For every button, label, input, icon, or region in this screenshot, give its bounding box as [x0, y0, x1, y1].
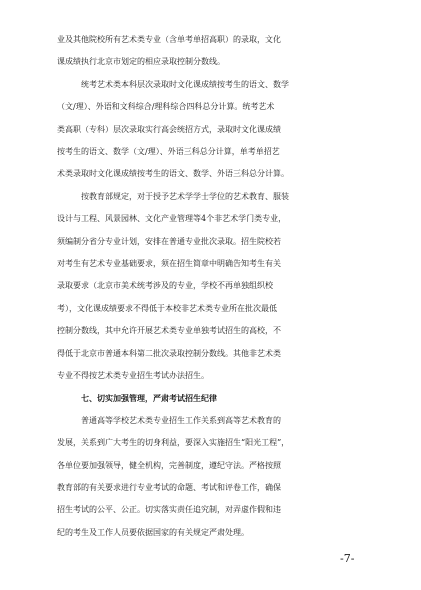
body-text-line: 教育部的有关要求进行专业考试的命题、考试和评卷工作，确保 — [57, 483, 281, 492]
body-text-line: 术类录取时文化课成绩按考生的语文、数学、外语三科总分计算。 — [57, 169, 289, 179]
body-text-line: 须编制分省分专业计划，安排在普通专业批次录取。招生院校若 — [57, 236, 281, 246]
body-text-line: 普通高等学校艺术类专业招生工作关系到高等艺术教育的 — [81, 415, 281, 425]
body-text-line: 专业不得按艺术类专业招生考试办法招生。 — [57, 371, 209, 380]
body-text-line: 得低于北京市普通本科第二批次录取控制分数线。其他非艺术类 — [57, 348, 281, 358]
body-text-line: 考），文化课成绩要求不得低于本校非艺术类专业所在批次最低 — [57, 303, 277, 313]
body-text-line: 对考生有艺术专业基础要求，须在招生简章中明确告知考生有关 — [57, 259, 281, 268]
body-text-line: 统考艺术类本科层次录取时文化课成绩按考生的语文、数学 — [81, 79, 289, 89]
body-text-line: 控制分数线，其中允许开展艺术类专业单独考试招生的高校，不 — [57, 326, 281, 336]
body-text-line: 业及其他院校所有艺术类专业（含单考单招高职）的录取，文化 — [57, 35, 281, 44]
body-text-line: 录取要求（北京市美术统考涉及的专业，学校不再单独组织校 — [57, 281, 273, 291]
body-text-line: 设计与工程、风景园林、文化产业管理等4个非艺术学门类专业， — [57, 214, 287, 224]
body-text-line: （文/理）、外语和文科综合/理科综合四科总分计算。统考艺术 — [57, 102, 275, 112]
body-text-line: 发展，关系到广大考生的切身利益，要深入实施招生“阳光工程”， — [57, 438, 290, 448]
body-text-line: 按教育部规定，对于授予艺术学学士学位的艺术教育、服装 — [81, 191, 289, 201]
body-text-line: 类高职（专科）层次录取实行高会统招方式，录取时文化课成绩 — [57, 124, 281, 134]
body-text-line: 按考生的语文、数学（文/理）、外语三科总分计算，单考单招艺 — [57, 147, 280, 156]
section-heading: 七、切实加强管理，严肃考试招生纪律 — [81, 393, 217, 404]
body-text-line: 纪的考生及工作人员要依据国家的有关规定严肃处理。 — [57, 527, 249, 537]
body-text-line: 招生考试的公平、公正。切实落实责任追究制，对弄虚作假和违 — [57, 505, 281, 515]
page-number: -7- — [340, 552, 355, 566]
body-text-line: 各单位要加强领导，健全机构，完善制度，遵纪守法。严格按照 — [57, 460, 281, 470]
body-text-line: 课成绩执行北京市划定的相应录取控制分数线。 — [57, 57, 225, 67]
